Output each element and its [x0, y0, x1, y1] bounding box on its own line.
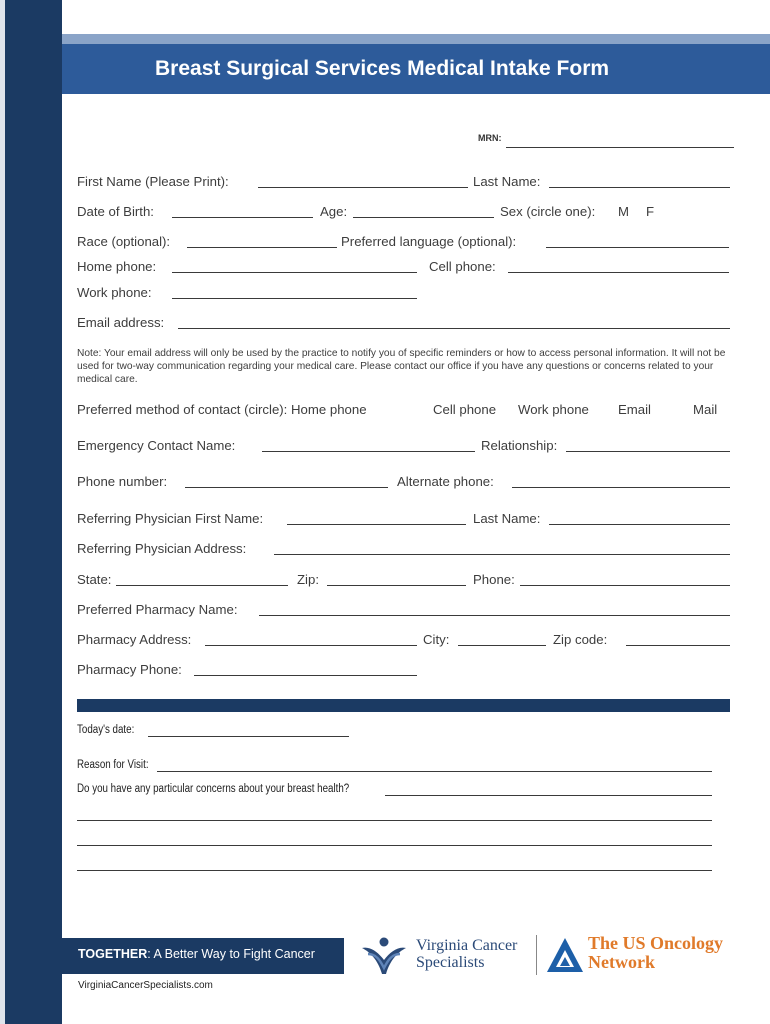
us-oncology-triangle-icon	[546, 937, 584, 973]
uson-line-1: The US Oncology	[588, 933, 724, 953]
logo-divider	[536, 935, 537, 975]
contact-option-cell[interactable]: Cell phone	[433, 402, 497, 417]
alternate-phone-field[interactable]	[512, 487, 730, 488]
mrn-field[interactable]	[506, 147, 734, 148]
emergency-name-field[interactable]	[262, 451, 475, 452]
footer-website[interactable]: VirginiaCancerSpecialists.com	[78, 980, 213, 991]
phone-field[interactable]	[520, 585, 730, 586]
ref-first-name-field[interactable]	[287, 524, 466, 525]
contact-option-email[interactable]: Email	[618, 402, 651, 417]
email-label: Email address:	[77, 315, 165, 330]
page-title: Breast Surgical Services Medical Intake Form	[155, 57, 610, 80]
pharmacy-address-field[interactable]	[205, 645, 417, 646]
pharmacy-phone-field[interactable]	[194, 675, 417, 676]
reason-label: Reason for Visit:	[77, 759, 149, 771]
zip-code-label: Zip code:	[553, 632, 608, 647]
section-divider-bar	[77, 699, 730, 712]
us-oncology-logo-text	[588, 934, 723, 972]
age-field[interactable]	[353, 217, 494, 218]
ref-last-name-field[interactable]	[549, 524, 730, 525]
last-name-field[interactable]	[549, 187, 730, 188]
age-label: Age:	[320, 204, 348, 219]
concerns-field[interactable]	[385, 795, 712, 796]
zip-field[interactable]	[327, 585, 466, 586]
email-note: Note: Your email address will only be used by the practice to notify you of specific reminders or how to access personal information. It will not be used for two-way communication regarding your medical care. Please contact our office if you have any questions or concerns related to your medical care.	[77, 348, 726, 385]
dob-label: Date of Birth:	[77, 204, 154, 219]
work-phone-field[interactable]	[172, 298, 417, 299]
phone-number-label: Phone number:	[77, 474, 168, 489]
vcs-ribbon-icon	[358, 934, 410, 976]
vcs-logo-text	[416, 937, 517, 971]
todays-date-label: Today's date:	[77, 724, 135, 736]
left-edge-stripe	[0, 0, 5, 1024]
state-field[interactable]	[116, 585, 288, 586]
uson-line-2: Network	[588, 952, 655, 972]
contact-option-mail[interactable]: Mail	[693, 402, 718, 417]
pharmacy-name-field[interactable]	[259, 615, 730, 616]
concerns-label: Do you have any particular concerns about your breast health?	[77, 783, 350, 795]
concerns-line-2[interactable]	[77, 820, 712, 821]
phone-label: Phone:	[473, 572, 515, 587]
zip-label: Zip:	[297, 572, 319, 587]
language-field[interactable]	[546, 247, 729, 248]
last-name-label: Last Name:	[473, 174, 541, 189]
pharmacy-address-label: Pharmacy Address:	[77, 632, 192, 647]
relationship-label: Relationship:	[481, 438, 558, 453]
first-name-field[interactable]	[258, 187, 468, 188]
contact-option-work[interactable]: Work phone	[518, 402, 589, 417]
emergency-name-label: Emergency Contact Name:	[77, 438, 236, 453]
alternate-phone-label: Alternate phone:	[397, 474, 494, 489]
work-phone-label: Work phone:	[77, 285, 152, 300]
ref-address-label: Referring Physician Address:	[77, 541, 247, 556]
ref-first-name-label: Referring Physician First Name:	[77, 511, 264, 526]
cell-phone-label: Cell phone:	[429, 259, 496, 274]
city-field[interactable]	[458, 645, 546, 646]
ref-last-name-label: Last Name:	[473, 511, 541, 526]
dob-field[interactable]	[172, 217, 313, 218]
sex-label: Sex (circle one):	[500, 204, 596, 219]
state-label: State:	[77, 572, 112, 587]
city-label: City:	[423, 632, 450, 647]
reason-field[interactable]	[157, 771, 712, 772]
vcs-line-1: Virginia Cancer	[416, 937, 518, 954]
email-field[interactable]	[178, 328, 730, 329]
footer-tagline	[78, 947, 315, 961]
pharmacy-phone-label: Pharmacy Phone:	[77, 662, 182, 677]
mrn-label: MRN:	[478, 133, 502, 143]
cell-phone-field[interactable]	[508, 272, 729, 273]
left-sidebar-band	[0, 0, 62, 1024]
footer-together: TOGETHER	[78, 947, 148, 961]
race-label: Race (optional):	[77, 234, 171, 249]
relationship-field[interactable]	[566, 451, 730, 452]
race-field[interactable]	[187, 247, 337, 248]
todays-date-field[interactable]	[148, 736, 349, 737]
phone-number-field[interactable]	[185, 487, 388, 488]
concerns-line-3[interactable]	[77, 845, 712, 846]
first-name-label: First Name (Please Print):	[77, 174, 229, 189]
home-phone-field[interactable]	[172, 272, 417, 273]
sex-option-m[interactable]: M	[618, 204, 629, 219]
concerns-line-4[interactable]	[77, 870, 712, 871]
home-phone-label: Home phone:	[77, 259, 157, 274]
footer-tagline-text: : A Better Way to Fight Cancer	[147, 947, 315, 961]
contact-method-label: Preferred method of contact (circle): Home phone	[77, 402, 367, 417]
vcs-line-2: Specialists	[416, 954, 485, 971]
pharmacy-name-label: Preferred Pharmacy Name:	[77, 602, 238, 617]
zip-code-field[interactable]	[626, 645, 730, 646]
sex-option-f[interactable]: F	[646, 204, 655, 219]
ref-address-field[interactable]	[274, 554, 730, 555]
language-label: Preferred language (optional):	[341, 234, 517, 249]
